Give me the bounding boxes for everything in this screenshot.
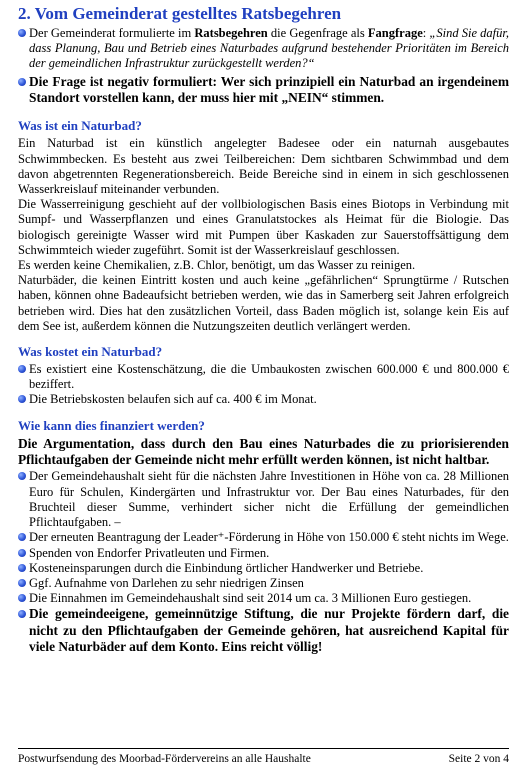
bullet-icon	[18, 576, 29, 591]
page-footer	[18, 748, 509, 766]
section-heading-what-is: Was ist ein Naturbad?	[18, 118, 142, 134]
bullet-icon	[18, 392, 29, 407]
ballot-question-quote: „Sind Sie dafür, dass Planung, Bau und Betrieb eines Naturbades aufgrund bestehender Prioritäten im Bereich der gemeindlichen Infrastruktur zurückgestellt werden?“	[29, 26, 510, 71]
financing-bullet-4: Kosteneinsparungen durch die Einbindung örtlicher Handwerker und Betriebe.	[18, 561, 509, 576]
bullet-icon	[18, 606, 29, 621]
financing-bullet-2: Der erneuten Beantragung der Leader⁺-Förderung in Höhe von 150.000 € steht nichts im Wege.	[18, 530, 509, 545]
bullet-icon	[18, 469, 29, 484]
bullet-icon	[18, 26, 29, 41]
bullet-icon	[18, 530, 29, 545]
financing-bullet-6: Die Einnahmen im Gemeindehaushalt sind seit 2014 um ca. 3 Millionen Euro gestiegen.	[18, 591, 509, 606]
intro-bullet-1-text: Der Gemeinderat formulierte im Ratsbegehren die Gegenfrage als Fangfrage: „Sind Sie dafür, dass Planung, Bau und Betrieb eines Naturbades aufgrund bestehender Prioritäten im Bereich der gemeindlichen Infrastruktur zurückgestellt werden?“	[29, 26, 510, 71]
term-ratsbegehren: Ratsbegehren	[194, 26, 268, 40]
section1-paragraph-4: Naturbäder, die keinen Eintritt kosten und auch keine „gefährlichen“ Sprungtürme / Rutschen haben, können ohne Badeaufsicht betrieben werden, wie das in Samerberg seit Jahren erfolgreich betrieben wird. Dies hat den zusätzlichen Vorteil, dass Baden möglich ist, solange kein Eis auf dem See ist, außerdem können die Nutzungszeiten deutlich verlängert werden.	[18, 273, 509, 333]
cost-bullet-2: Die Betriebskosten belaufen sich auf ca. 400 € im Monat.	[18, 392, 509, 407]
intro-bullet-1	[18, 26, 509, 72]
footer-left: Postwurfsendung des Moorbad-Fördervereins an alle Haushalte	[18, 753, 311, 765]
intro-bullet-2-text: Die Frage ist negativ formuliert: Wer sich prinzipiell ein Naturbad an irgendeinem Standort vorstellen kann, der muss hier mit „NEIN“ stimmen.	[29, 73, 509, 106]
section-heading-financing: Wie kann dies finanziert werden?	[18, 417, 205, 433]
intro-bullet-2	[18, 74, 509, 107]
bullet-icon	[18, 74, 29, 89]
page-number: Seite 2 von 4	[448, 753, 509, 765]
bullet-icon	[18, 561, 29, 576]
financing-bullet-3: Spenden von Endorfer Privatleuten und Firmen.	[18, 546, 509, 561]
section1-paragraph-2: Die Wasserreinigung geschieht auf der vollbiologischen Basis eines Biotops in Verbindung mit Sumpf- und Wasserpflanzen und eines Granulatstockes als Heimat für die Biologie. Das biologisch gereinigte Wasser wird mit Pumpen über Kaskaden zur Sauerstoffsättigung dem Schwimmteich wieder zugeführt. Somit ist der Wasserkreislauf geschlossen.	[18, 197, 509, 257]
section1-paragraph-3: Es werden keine Chemikalien, z.B. Chlor, benötigt, um das Wasser zu reinigen.	[18, 258, 416, 273]
bullet-icon	[18, 591, 29, 606]
term-fangfrage: Fangfrage	[367, 26, 423, 40]
bullet-icon	[18, 546, 29, 561]
cost-bullet-1: Es existiert eine Kostenschätzung, die die Umbaukosten zwischen 600.000 € und 800.000 € beziffert.	[18, 362, 509, 392]
financing-bullet-final: Die gemeindeeigene, gemeinnützige Stiftung, die nur Projekte fördern darf, die nicht zu den Pflichtaufgaben der Gemeinde gehören, hat ausreichend Kapital für viele Naturbäder auf dem Konto. Eins reicht völlig!	[18, 606, 509, 655]
page-title: 2. Vom Gemeinderat gestelltes Ratsbegehren	[18, 4, 342, 23]
section-heading-cost: Was kostet ein Naturbad?	[18, 344, 163, 360]
financing-bullet-1: Der Gemeindehaushalt sieht für die nächsten Jahre Investitionen in Höhe von ca. 28 Millionen Euro für Schulen, Kindergärten und Infrastruktur vor. Der Bau eines Naturbades, für den Bruchteil dieser Summe, verhindert sicher nicht die Erfüllung der gemeindlichen Pflichtaufgaben. –	[18, 469, 509, 530]
financing-bullet-5: Ggf. Aufnahme von Darlehen zu sehr niedrigen Zinsen	[18, 576, 509, 591]
section1-paragraph-1: Ein Naturbad ist ein künstlich angelegter Badesee oder ein naturnah ausgebautes Schwimmbecken. Es besteht aus zwei Teilbereichen: Dem sichtbaren Schwimmbad und dem davon abgetrennten Regenerationsbereich. Beide Bereiche sind in einem in sich geschlossenen Wasserkreislauf miteinander verbunden.	[18, 136, 509, 197]
financing-lead: Die Argumentation, dass durch den Bau eines Naturbades die zu priorisierenden Pflichtaufgaben der Gemeinde nicht mehr erfüllt werden können, ist nicht haltbar.	[18, 435, 509, 468]
bullet-icon	[18, 362, 29, 377]
